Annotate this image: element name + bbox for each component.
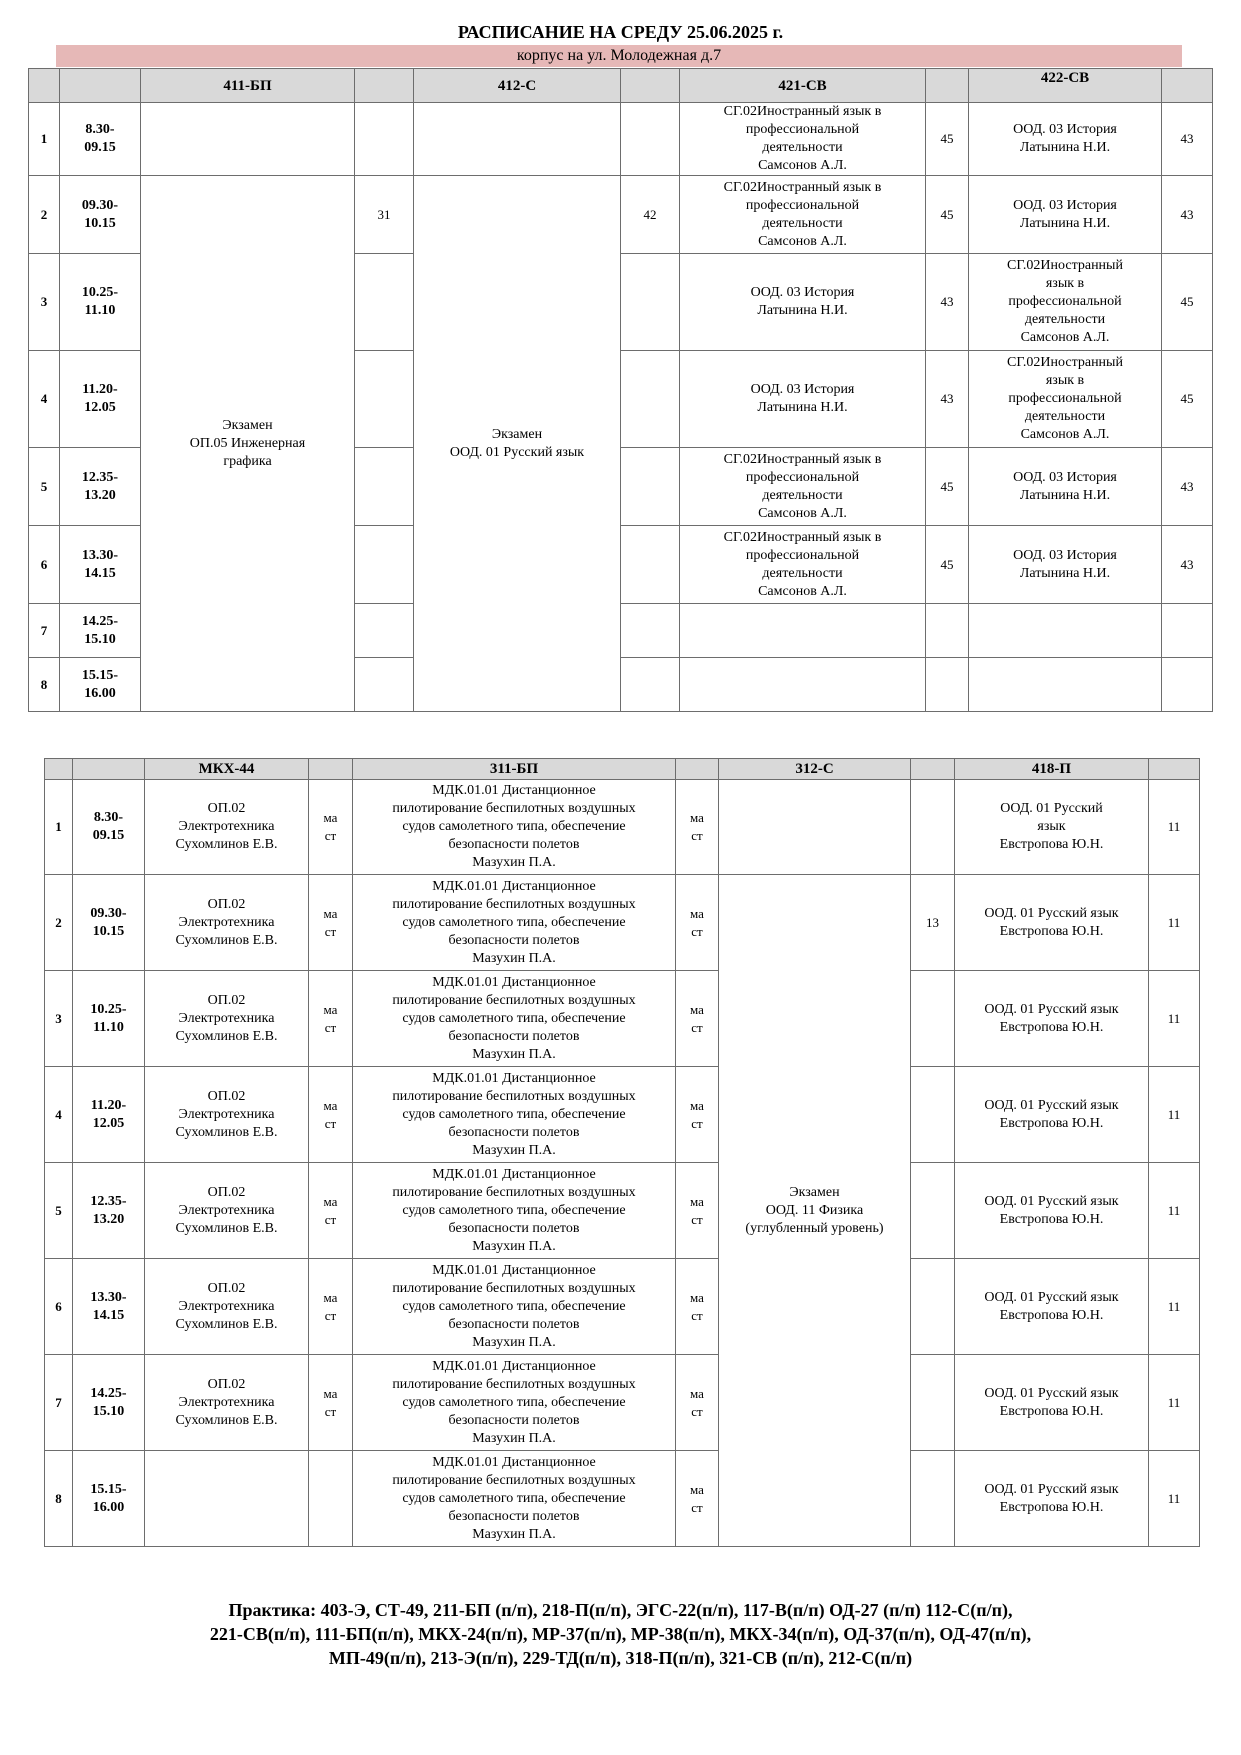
row-number: 7 — [45, 1355, 73, 1451]
row-number: 6 — [45, 1259, 73, 1355]
row-number: 7 — [29, 604, 60, 658]
time-slot: 12.35- 13.20 — [73, 1163, 145, 1259]
room-cell-412 — [621, 351, 680, 448]
lesson-cell-418: ООД. 01 Русский язык Евстропова Ю.Н. — [955, 1355, 1149, 1451]
lesson-cell-mkx44: ОП.02 Электротехника Сухомлинов Е.В. — [145, 1067, 309, 1163]
room-header-cell — [926, 69, 969, 103]
room-cell-422: 43 — [1162, 103, 1213, 176]
lesson-cell-mkx44 — [145, 1451, 309, 1547]
room-cell-411 — [355, 254, 414, 351]
lesson-cell-311: МДК.01.01 Дистанционное пилотирование беспилотных воздушных судов самолетного типа, обеспечение безопасности полетов Мазухин П.А. — [353, 1163, 676, 1259]
room-cell-422: 43 — [1162, 176, 1213, 254]
room-cell-422: 45 — [1162, 351, 1213, 448]
table-row — [45, 1259, 1200, 1355]
lesson-cell-422: ООД. 03 История Латынина Н.И. — [969, 103, 1162, 176]
header-num-cell — [45, 759, 73, 780]
lesson-cell-418: ООД. 01 Русский язык Евстропова Ю.Н. — [955, 971, 1149, 1067]
room-header-cell — [309, 759, 353, 780]
room-cell-412 — [621, 103, 680, 176]
room-cell-311: ма ст — [676, 1067, 719, 1163]
exam-cell-412: Экзамен ООД. 01 Русский язык — [414, 176, 621, 712]
lesson-cell-411 — [141, 103, 355, 176]
row-number: 4 — [29, 351, 60, 448]
lesson-cell-421: СГ.02Иностранный язык в профессиональной деятельности Самсонов А.Л. — [680, 526, 926, 604]
lesson-cell-311: МДК.01.01 Дистанционное пилотирование беспилотных воздушных судов самолетного типа, обеспечение безопасности полетов Мазухин П.А. — [353, 780, 676, 875]
room-cell-411: 31 — [355, 176, 414, 254]
lesson-cell-418: ООД. 01 Русский язык Евстропова Ю.Н. — [955, 1451, 1149, 1547]
time-slot: 14.25- 15.10 — [73, 1355, 145, 1451]
row-number: 3 — [45, 971, 73, 1067]
room-cell-418: 11 — [1149, 780, 1200, 875]
row-number: 6 — [29, 526, 60, 604]
room-cell-418: 11 — [1149, 1259, 1200, 1355]
lesson-cell-418: ООД. 01 Русский язык Евстропова Ю.Н. — [955, 1067, 1149, 1163]
room-cell-312 — [911, 780, 955, 875]
lesson-cell-422 — [969, 658, 1162, 712]
room-cell-311: ма ст — [676, 1355, 719, 1451]
room-cell-312 — [911, 1067, 955, 1163]
lesson-cell-422: СГ.02Иностранный язык в профессиональной деятельности Самсонов А.Л. — [969, 254, 1162, 351]
room-cell-421: 43 — [926, 254, 969, 351]
group-header: МКХ-44 — [145, 759, 309, 780]
room-cell-312 — [911, 1163, 955, 1259]
table-row — [29, 176, 1213, 254]
lesson-cell-418: ООД. 01 Русский язык Евстропова Ю.Н. — [955, 1163, 1149, 1259]
lesson-cell-421: СГ.02Иностранный язык в профессиональной деятельности Самсонов А.Л. — [680, 176, 926, 254]
room-cell-412: 42 — [621, 176, 680, 254]
table-row — [45, 1355, 1200, 1451]
time-slot: 15.15- 16.00 — [60, 658, 141, 712]
room-cell-mkx44: ма ст — [309, 1163, 353, 1259]
room-cell-mkx44: ма ст — [309, 780, 353, 875]
room-cell-411 — [355, 526, 414, 604]
lesson-cell-422: СГ.02Иностранный язык в профессиональной деятельности Самсонов А.Л. — [969, 351, 1162, 448]
room-cell-411 — [355, 351, 414, 448]
time-slot: 14.25- 15.10 — [60, 604, 141, 658]
lesson-cell-311: МДК.01.01 Дистанционное пилотирование беспилотных воздушных судов самолетного типа, обеспечение безопасности полетов Мазухин П.А. — [353, 1451, 676, 1547]
lesson-cell-421: ООД. 03 История Латынина Н.И. — [680, 254, 926, 351]
room-cell-312 — [911, 1259, 955, 1355]
room-cell-418: 11 — [1149, 875, 1200, 971]
room-header-cell — [911, 759, 955, 780]
page-title: РАСПИСАНИЕ НА СРЕДУ 25.06.2025 г. — [457, 22, 784, 42]
room-cell-412 — [621, 254, 680, 351]
room-cell-412 — [621, 658, 680, 712]
table-header-row — [45, 759, 1200, 780]
time-slot: 8.30- 09.15 — [73, 780, 145, 875]
room-cell-311: ма ст — [676, 1259, 719, 1355]
time-slot: 11.20- 12.05 — [73, 1067, 145, 1163]
room-cell-411 — [355, 103, 414, 176]
header-time-cell — [60, 69, 141, 103]
lesson-cell-422: ООД. 03 История Латынина Н.И. — [969, 176, 1162, 254]
table-row — [45, 1067, 1200, 1163]
time-slot: 12.35- 13.20 — [60, 448, 141, 526]
time-slot: 09.30- 10.15 — [73, 875, 145, 971]
table-row — [45, 1451, 1200, 1547]
lesson-cell-311: МДК.01.01 Дистанционное пилотирование беспилотных воздушных судов самолетного типа, обеспечение безопасности полетов Мазухин П.А. — [353, 1355, 676, 1451]
row-number: 3 — [29, 254, 60, 351]
group-header: 421-СВ — [680, 69, 926, 103]
lesson-cell-mkx44: ОП.02 Электротехника Сухомлинов Е.В. — [145, 1355, 309, 1451]
lesson-cell-421 — [680, 658, 926, 712]
lesson-cell-412 — [414, 103, 621, 176]
group-header: 422-СВ — [969, 69, 1162, 103]
room-cell-421 — [926, 604, 969, 658]
room-header-cell — [355, 69, 414, 103]
row-number: 1 — [29, 103, 60, 176]
room-cell-421: 43 — [926, 351, 969, 448]
header-num-cell — [29, 69, 60, 103]
lesson-cell-421: ООД. 03 История Латынина Н.И. — [680, 351, 926, 448]
exam-cell-411: Экзамен ОП.05 Инженерная графика — [141, 176, 355, 712]
time-slot: 11.20- 12.05 — [60, 351, 141, 448]
room-header-cell — [621, 69, 680, 103]
lesson-cell-422: ООД. 03 История Латынина Н.И. — [969, 526, 1162, 604]
group-header: 412-С — [414, 69, 621, 103]
row-number: 5 — [45, 1163, 73, 1259]
lesson-cell-311: МДК.01.01 Дистанционное пилотирование беспилотных воздушных судов самолетного типа, обеспечение безопасности полетов Мазухин П.А. — [353, 1067, 676, 1163]
room-cell-mkx44: ма ст — [309, 1067, 353, 1163]
room-cell-311: ма ст — [676, 875, 719, 971]
lesson-cell-mkx44: ОП.02 Электротехника Сухомлинов Е.В. — [145, 875, 309, 971]
lesson-cell-mkx44: ОП.02 Электротехника Сухомлинов Е.В. — [145, 1259, 309, 1355]
room-cell-422: 43 — [1162, 526, 1213, 604]
time-slot: 15.15- 16.00 — [73, 1451, 145, 1547]
room-cell-312 — [911, 1355, 955, 1451]
lesson-cell-311: МДК.01.01 Дистанционное пилотирование беспилотных воздушных судов самолетного типа, обеспечение безопасности полетов Мазухин П.А. — [353, 875, 676, 971]
table-row — [45, 971, 1200, 1067]
room-cell-312: 13 — [911, 875, 955, 971]
room-cell-411 — [355, 658, 414, 712]
lesson-cell-421: СГ.02Иностранный язык в профессиональной деятельности Самсонов А.Л. — [680, 448, 926, 526]
lesson-cell-mkx44: ОП.02 Электротехника Сухомлинов Е.В. — [145, 971, 309, 1067]
room-cell-421: 45 — [926, 103, 969, 176]
row-number: 2 — [45, 875, 73, 971]
time-slot: 13.30- 14.15 — [60, 526, 141, 604]
room-header-cell — [1162, 69, 1213, 103]
table-header-row — [29, 69, 1213, 103]
room-cell-421: 45 — [926, 448, 969, 526]
room-cell-mkx44: ма ст — [309, 875, 353, 971]
lesson-cell-mkx44: ОП.02 Электротехника Сухомлинов Е.В. — [145, 780, 309, 875]
room-cell-311: ма ст — [676, 971, 719, 1067]
room-cell-312 — [911, 971, 955, 1067]
row-number: 1 — [45, 780, 73, 875]
room-cell-412 — [621, 448, 680, 526]
table-row — [45, 1163, 1200, 1259]
lesson-cell-311: МДК.01.01 Дистанционное пилотирование беспилотных воздушных судов самолетного типа, обеспечение безопасности полетов Мазухин П.А. — [353, 971, 676, 1067]
row-number: 5 — [29, 448, 60, 526]
room-cell-418: 11 — [1149, 1067, 1200, 1163]
lesson-cell-418: ООД. 01 Русский язык Евстропова Ю.Н. — [955, 780, 1149, 875]
room-cell-421 — [926, 658, 969, 712]
room-cell-312 — [911, 1451, 955, 1547]
room-cell-418: 11 — [1149, 1451, 1200, 1547]
table-row — [45, 780, 1200, 875]
lesson-cell-418: ООД. 01 Русский язык Евстропова Ю.Н. — [955, 875, 1149, 971]
row-number: 2 — [29, 176, 60, 254]
room-cell-311: ма ст — [676, 1163, 719, 1259]
group-header: 418-П — [955, 759, 1149, 780]
room-cell-422: 45 — [1162, 254, 1213, 351]
time-slot: 09.30- 10.15 — [60, 176, 141, 254]
room-cell-422: 43 — [1162, 448, 1213, 526]
room-cell-418: 11 — [1149, 1355, 1200, 1451]
exam-cell-312: Экзамен ООД. 11 Физика (углубленный уровень) — [719, 875, 911, 1547]
room-cell-418: 11 — [1149, 1163, 1200, 1259]
lesson-cell-418: ООД. 01 Русский язык Евстропова Ю.Н. — [955, 1259, 1149, 1355]
room-cell-418: 11 — [1149, 971, 1200, 1067]
row-number: 4 — [45, 1067, 73, 1163]
room-header-cell — [676, 759, 719, 780]
room-cell-412 — [621, 604, 680, 658]
row-number: 8 — [45, 1451, 73, 1547]
room-cell-mkx44: ма ст — [309, 1355, 353, 1451]
room-cell-311: ма ст — [676, 780, 719, 875]
lesson-cell-mkx44: ОП.02 Электротехника Сухомлинов Е.В. — [145, 1163, 309, 1259]
time-slot: 8.30- 09.15 — [60, 103, 141, 176]
lesson-cell-312 — [719, 780, 911, 875]
room-cell-421: 45 — [926, 176, 969, 254]
lesson-cell-422: ООД. 03 История Латынина Н.И. — [969, 448, 1162, 526]
group-header: 411-БП — [141, 69, 355, 103]
practice-note: Практика: 403-Э, СТ-49, 211-БП (п/п), 218-П(п/п), ЭГС-22(п/п), 117-В(п/п) ОД-27 (п/п) 112-С(п/п), 221-СВ(п/п), 111-БП(п/п), МКХ-24(п/п), МР-37(п/п), МР-38(п/п), МКХ-34(п/п), ОД-37(п/п), ОД-47(п/п), МП-49(п/п), 213-Э(п/п), 229-ТД(п/п), 318-П(п/п), 321-СВ (п/п), 212-С(п/п) — [209, 1600, 1032, 1668]
table-row — [45, 875, 1200, 971]
lesson-cell-422 — [969, 604, 1162, 658]
lesson-cell-421: СГ.02Иностранный язык в профессиональной деятельности Самсонов А.Л. — [680, 103, 926, 176]
lesson-cell-421 — [680, 604, 926, 658]
room-header-cell — [1149, 759, 1200, 780]
lesson-cell-311: МДК.01.01 Дистанционное пилотирование беспилотных воздушных судов самолетного типа, обеспечение безопасности полетов Мазухин П.А. — [353, 1259, 676, 1355]
row-number: 8 — [29, 658, 60, 712]
room-cell-422 — [1162, 604, 1213, 658]
room-cell-421: 45 — [926, 526, 969, 604]
room-cell-mkx44 — [309, 1451, 353, 1547]
group-header: 312-С — [719, 759, 911, 780]
time-slot: 10.25- 11.10 — [73, 971, 145, 1067]
room-cell-mkx44: ма ст — [309, 971, 353, 1067]
room-cell-422 — [1162, 658, 1213, 712]
group-header: 311-БП — [353, 759, 676, 780]
room-cell-411 — [355, 604, 414, 658]
header-time-cell — [73, 759, 145, 780]
room-cell-311: ма ст — [676, 1451, 719, 1547]
time-slot: 13.30- 14.15 — [73, 1259, 145, 1355]
room-cell-mkx44: ма ст — [309, 1259, 353, 1355]
room-cell-412 — [621, 526, 680, 604]
building-subtitle: корпус на ул. Молодежная д.7 — [56, 45, 1182, 67]
table-row — [29, 103, 1213, 176]
schedule-table-1 — [28, 68, 1213, 712]
time-slot: 10.25- 11.10 — [60, 254, 141, 351]
room-cell-411 — [355, 448, 414, 526]
schedule-table-2 — [44, 758, 1200, 1547]
